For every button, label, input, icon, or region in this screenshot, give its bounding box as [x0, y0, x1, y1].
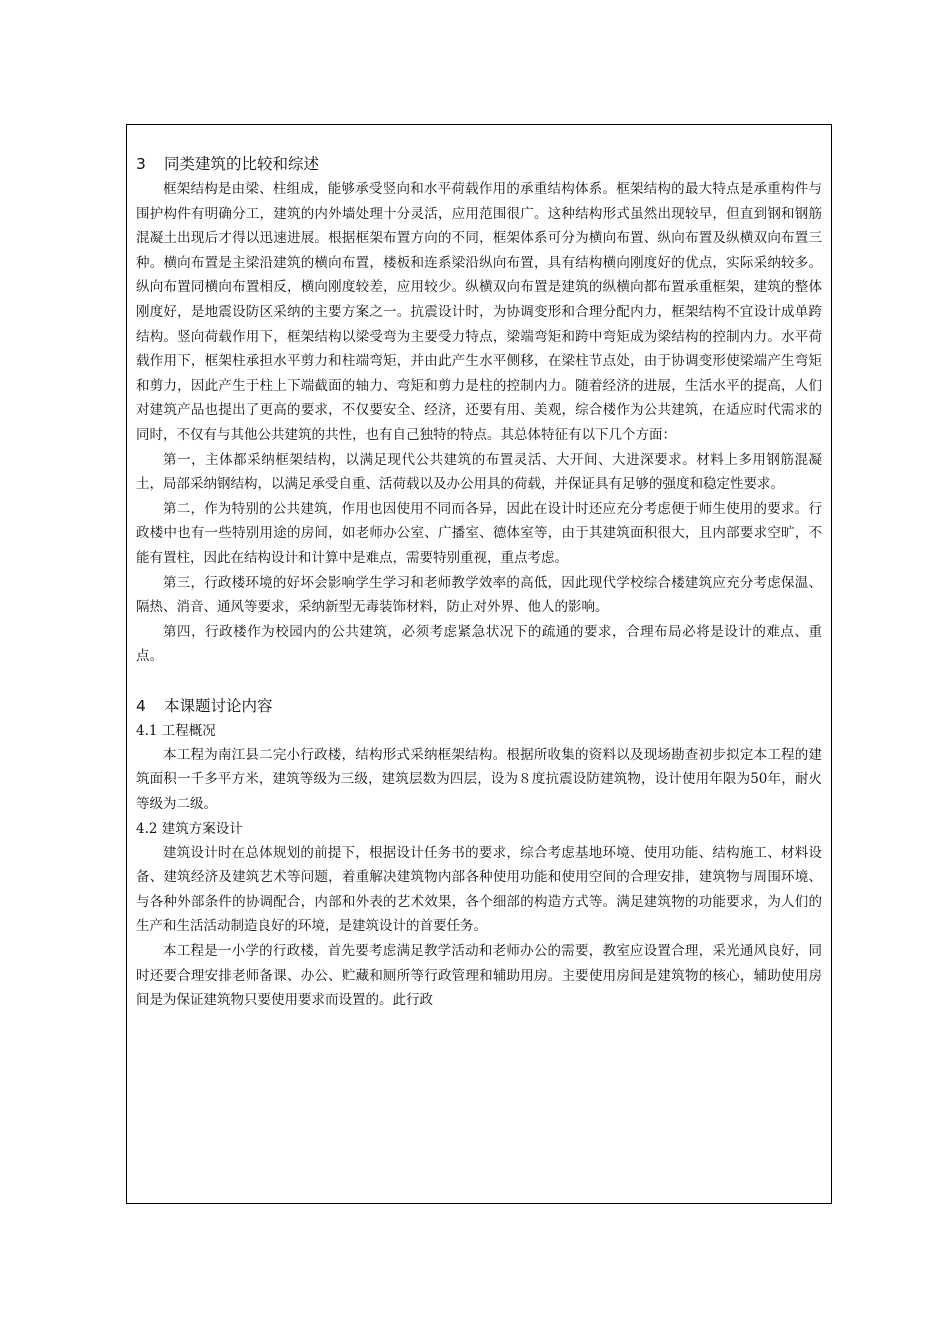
section-3-paragraph-5: 第四，行政楼作为校园内的公共建筑，必须考虑紧急状况下的疏通的要求，合理布局必将是设计的难点、重点。 [136, 623, 822, 665]
section-3-paragraph-1: 框架结构是由梁、柱组成，能够承受竖向和水平荷载作用的承重结构体系。框架结构的最大特点是承重构件与围护构件有明确分工，建筑的内外墙处理十分灵活，应用范围很广。这种结构形式虽然出现较早，但直到钢和钢筋混凝土出现后才得以迅速进展。根据框架布置方向的不同，框架体系可分为横向布置、纵向布置及纵横双向布置三种。横向布置是主梁沿建筑的横向布置，楼板和连系梁沿纵向布置，具有结构横向刚度好的优点，实际采纳较多。纵向布置同横向布置相反，横向刚度较差，应用较少。纵横双向布置是建筑的纵横向都布置承重框架，建筑的整体刚度好，是地震设防区采纳的主要方案之一。抗震设计时，为协调变形和合理分配内力，框架结构不宜设计成单跨结构。竖向荷载作用下，框架结构以梁受弯为主要受力特点，梁端弯矩和跨中弯矩成为梁结构的控制内力。水平荷载作用下，框架柱承担水平剪力和柱端弯矩，并由此产生水平侧移，在梁柱节点处，由于协调变形使梁端产生弯矩和剪力，因此产生于柱上下端截面的轴力、弯矩和剪力是柱的控制内力。随着经济的进展，生活水平的提高，人们对建筑产品也提出了更高的要求，不仅要安全、经济，还要有用、美观，综合楼作为公共建筑，在适应时代需求的同时，不仅有与其他公共建筑的共性，也有自己独特的特点。其总体特征有以下几个方面： [136, 181, 822, 443]
section-3-heading [136, 151, 822, 177]
document-content [136, 151, 822, 1013]
subsection-4-2-paragraph-2: 本工程是一小学的行政楼，首先要考虑满足教学活动和老师办公的需要，教室应设置合理，采光通风良好，同时还要合理安排老师备课、办公、贮藏和厕所等行政管理和辅助用房。主要使用房间是建筑物的核心，辅助使用房间是为保证建筑物只要使用要求而设置的。此行政 [136, 943, 822, 1009]
section-4-heading [136, 693, 822, 719]
section-gap [136, 669, 822, 693]
document-frame [126, 124, 832, 1204]
section-3-paragraph-3: 第二，作为特别的公共建筑，作用也因使用不同而各异，因此在设计时还应充分考虑便于师生使用的要求。行政楼中也有一些特别用途的房间，如老师办公室、广播室、德体室等，由于其建筑面积很大，且内部要求空旷，不能有置柱，因此在结构设计和计算中是难点，需要特别重视，重点考虑。 [136, 500, 822, 566]
section-3-paragraph-4: 第三，行政楼环境的好坏会影响学生学习和老师教学效率的高低，因此现代学校综合楼建筑应充分考虑保温、隔热、消音、通风等要求，采纳新型无毒装饰材料，防止对外界、他人的影响。 [136, 574, 822, 616]
subsection-4-2-title: 4.2 建筑方案设计 [136, 820, 243, 837]
section-3-paragraph-2: 第一，主体都采纳框架结构，以满足现代公共建筑的布置灵活、大开间、大进深要求。材料上多用钢筋混凝土，局部采纳钢结构，以满足承受自重、活荷载以及办公用具的荷载，并保证具有足够的强度和稳定性要求。 [136, 451, 822, 493]
subsection-4-1-paragraph-1: 本工程为南江县二完小行政楼，结构形式采纳框架结构。根据所收集的资料以及现场勘查初步拟定本工程的建筑面积一千多平方米，建筑等级为三级，建筑层数为四层，设为８度抗震设防建筑物，设计使用年限为50年，耐火等级为二级。 [136, 746, 822, 813]
subsection-4-1-title: 4.1 工程概况 [136, 722, 216, 739]
subsection-4-2-paragraph-1: 建筑设计时在总体规划的前提下，根据设计任务书的要求，综合考虑基地环境、使用功能、结构施工、材料设备、建筑经济及建筑艺术等问题，着重解决建筑物内部各种使用功能和使用空间的合理安排，建筑物与周围环境、与各种外部条件的协调配合，内部和外表的艺术效果，各个细部的构造方式等。满足建筑物的功能要求，为人们的生产和生活活动制造良好的环境，是建筑设计的首要任务。 [136, 844, 822, 935]
section-4-number: 4 [136, 696, 146, 715]
section-4-title: 本课题讨论内容 [164, 696, 273, 715]
section-3-title: 同类建筑的比较和综述 [164, 155, 320, 173]
section-3-number: 3 [136, 155, 146, 173]
